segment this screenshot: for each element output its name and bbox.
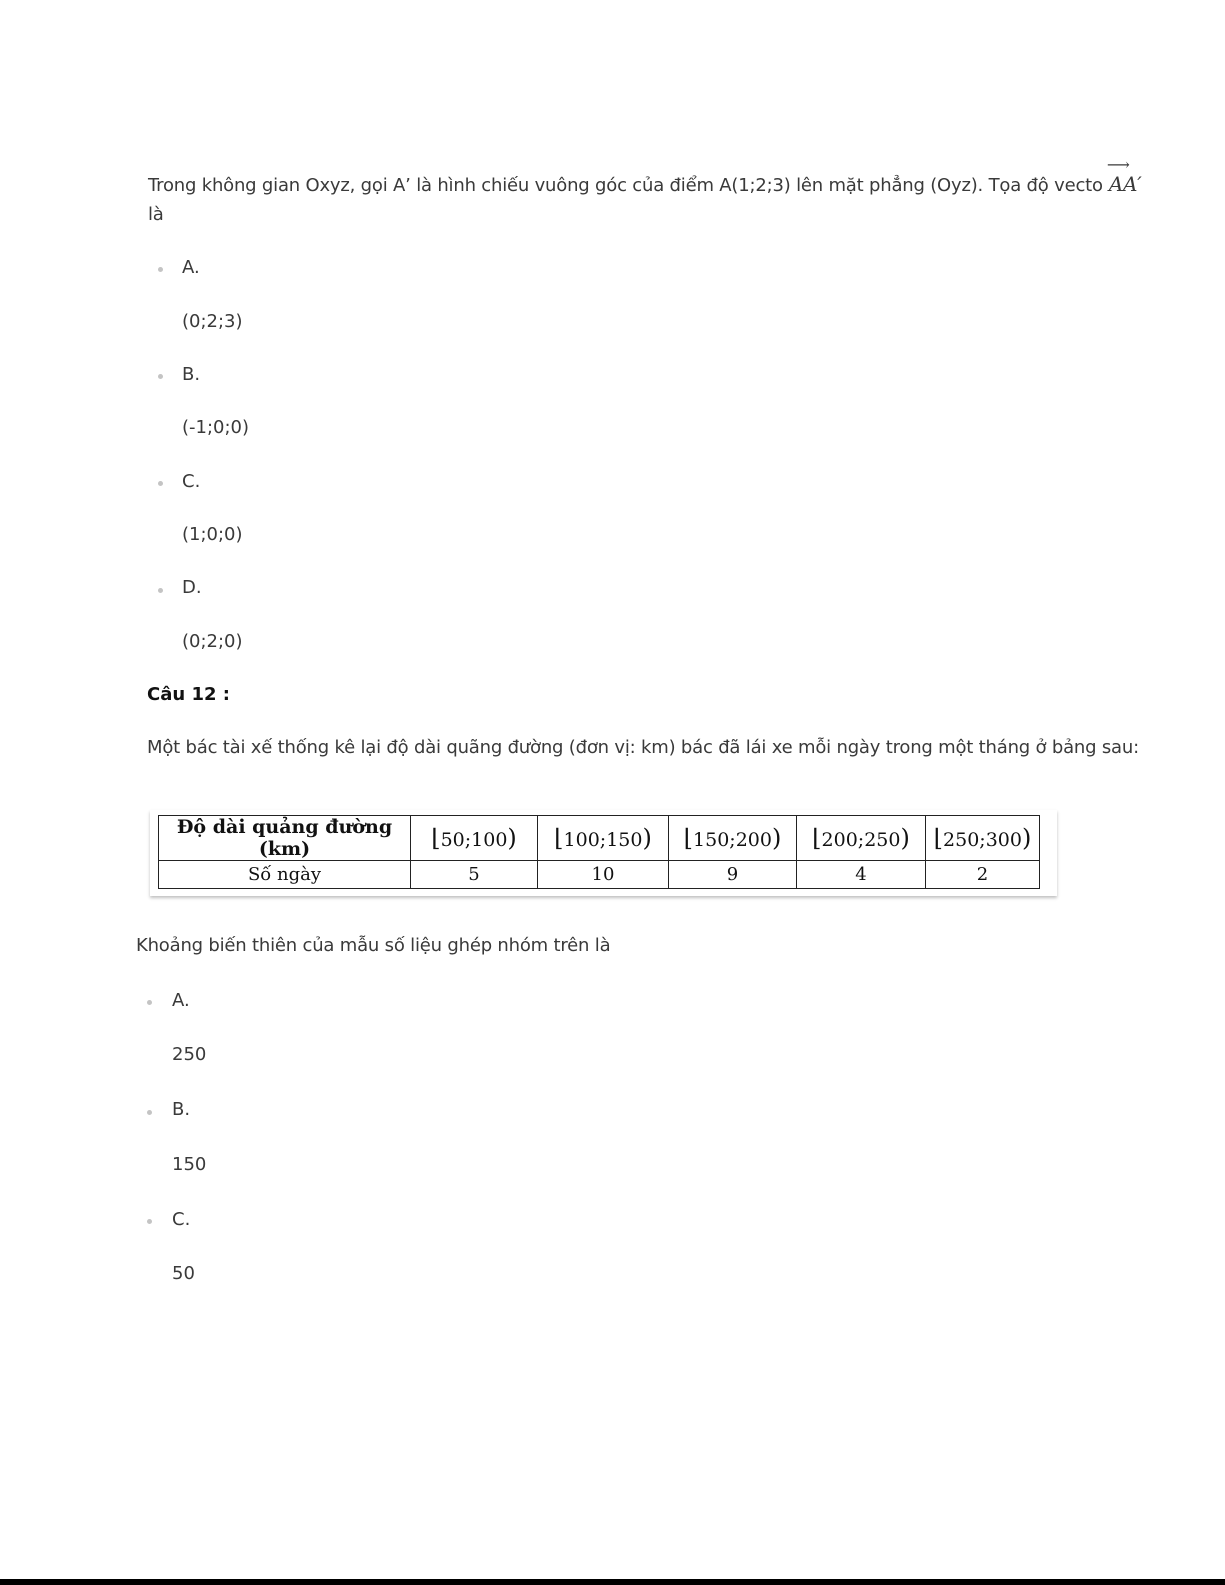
q11-option-a-label[interactable]: A. [182,257,200,278]
q11-option-d-value: (0;2;0) [182,631,243,652]
q11-option-b-label[interactable]: B. [182,364,201,385]
table-header-distance: Độ dài quảng đường (km) [159,816,411,861]
interval-value: 250;300 [943,829,1022,851]
bullet-icon [158,374,163,379]
q12-option-b-label[interactable]: B. [172,1099,191,1120]
question-12-prompt: Khoảng biến thiên của mẫu số liệu ghép nhóm trên là [136,935,611,956]
table-cell-count: 5 [411,861,538,889]
question-12-text: Một bác tài xế thống kê lại độ dài quãng đường (đơn vị: km) bác đã lái xe mỗi ngày trong một tháng ở bảng sau: [147,737,1139,758]
q11-option-c-value: (1;0;0) [182,524,243,545]
q11-option-a-value: (0;2;3) [182,311,243,332]
bullet-icon [158,267,163,272]
q11-option-c-label[interactable]: C. [182,471,201,492]
bullet-icon [147,1219,152,1224]
question-11-text-end: là [148,204,164,225]
table-row [159,816,1040,861]
question-12-heading: Câu 12 : [147,684,230,705]
interval-value: 200;250 [821,829,901,851]
interval-value: 150;200 [693,829,772,851]
page-bottom-border [0,1579,1225,1585]
table-cell-interval: ⌊150;200) [669,816,797,861]
q12-option-a-value: 250 [172,1044,207,1065]
interval-value: 50;100 [440,829,508,851]
table-cell-count: 4 [797,861,926,889]
q12-option-b-value: 150 [172,1154,207,1175]
bullet-icon [158,481,163,486]
q12-option-c-label[interactable]: C. [172,1209,191,1230]
table-cell-count: 2 [926,861,1040,889]
bullet-icon [158,588,163,593]
distance-table-image [150,810,1057,896]
table-cell-count: 9 [669,861,797,889]
q11-option-b-value: (-1;0;0) [182,417,250,438]
q12-option-c-value: 50 [172,1263,195,1284]
table-cell-interval: ⌊50;100) [411,816,538,861]
table-cell-interval: ⌊200;250) [797,816,926,861]
vector-arrow-icon: ⟶ [1106,155,1127,174]
vector-aa-prime [1106,155,1142,196]
table-header-days: Số ngày [159,861,411,889]
vector-label: AA′ [1108,172,1142,196]
bullet-icon [147,1110,152,1115]
interval-value: 100;150 [563,829,643,851]
table-row [159,861,1040,889]
q11-option-d-label[interactable]: D. [182,577,202,598]
bullet-icon [147,1000,152,1005]
q12-option-a-label[interactable]: A. [172,990,190,1011]
distance-table [158,815,1040,889]
table-cell-interval: ⌊250;300) [926,816,1040,861]
question-11-text [148,155,1142,196]
question-11-stem: Trong không gian Oxyz, gọi A’ là hình chiếu vuông góc của điểm A(1;2;3) lên mặt phẳng (Oyz). Tọa độ vecto [148,175,1103,196]
table-cell-count: 10 [538,861,669,889]
table-cell-interval: ⌊100;150) [538,816,669,861]
